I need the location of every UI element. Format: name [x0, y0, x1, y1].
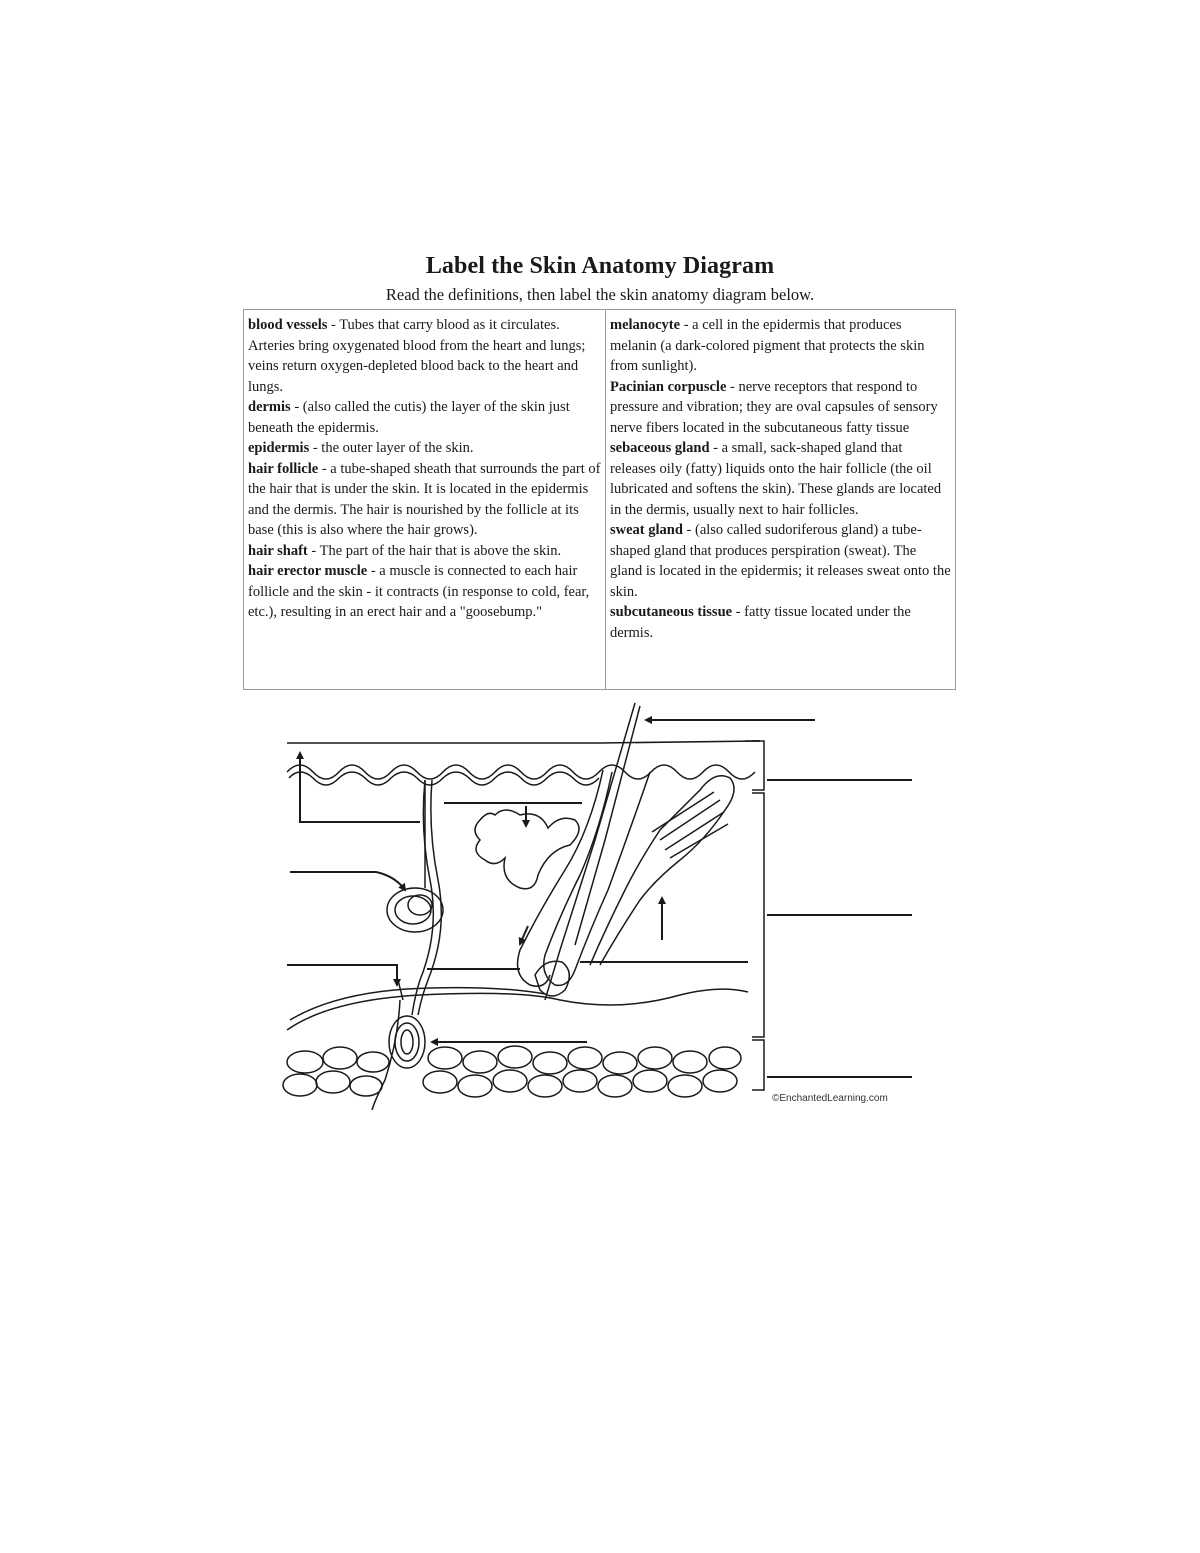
definition-text: - a small, sack-shaped gland that releases oily (fatty) liquids onto the hair follicle (the oil lubricated and softens the skin). These glands are located in the dermis, usually next to hair follicles. — [610, 440, 942, 518]
definition-text: - (also called sudoriferous gland) a tube-shaped gland that produces perspiration (sweat). The gland is located in the epidermis; it releases sweat onto the skin. — [610, 522, 951, 600]
definition-term: subcutaneous tissue — [610, 604, 733, 620]
copyright-credit: ©EnchantedLearning.com — [772, 1093, 888, 1104]
subcutaneous-fat-cells — [283, 1046, 741, 1097]
definition-term: blood vessels — [248, 317, 328, 333]
definition-text: - (also called the cutis) the layer of the skin just beneath the epidermis. — [248, 399, 570, 436]
definition-text: - a cell in the epidermis that produces melanin (a dark-colored pigment that protects the skin from sunlight). — [610, 317, 925, 374]
subcutaneous-bracket — [752, 1040, 764, 1090]
definition-text: - nerve receptors that respond to pressure and vibration; they are oval capsules of sensory nerve fibers located in the subcutaneous fatty tissue — [610, 378, 938, 436]
definition-text: - a tube-shaped sheath that surrounds the part of the hair that is under the skin. It is located in the epidermis and the dermis. The hair is nourished by the follicle at its base (this is also where the hair grows). — [248, 460, 601, 538]
page-title: Label the Skin Anatomy Diagram — [425, 253, 775, 279]
definition-term: hair follicle — [248, 460, 319, 477]
definition-term: sebaceous gland — [610, 440, 710, 456]
definition-text: - The part of the hair that is above the skin. — [307, 542, 562, 559]
dermis-bracket — [752, 793, 764, 1037]
sweat-gland-coil-inner-2 — [408, 895, 432, 915]
skin-surface-line — [287, 741, 760, 743]
muscle-fibers — [652, 792, 728, 858]
definition-term: sweat gland — [610, 522, 683, 538]
definition-term: epidermis — [248, 440, 310, 456]
definition-text: - a muscle is connected to each hair follicle and the skin - it contracts (in response to cold, fear, etc.), resulting in an erect hair and a "goosebump." — [248, 563, 590, 620]
sweat-gland-coil-inner — [395, 896, 431, 924]
label-line-sweat-gland — [290, 872, 405, 890]
pacinian-corpuscle-ring-2 — [401, 1030, 413, 1054]
definition-term: hair erector muscle — [248, 563, 368, 579]
definition-term: dermis — [248, 399, 291, 415]
definition-term: Pacinian corpuscle — [610, 378, 727, 395]
epidermis-boundary-inner — [289, 772, 599, 785]
definition-term: hair shaft — [248, 542, 308, 559]
pacinian-corpuscle-ring — [395, 1023, 419, 1061]
definition-text: - the outer layer of the skin. — [309, 440, 474, 456]
definition-text: - fatty tissue located under the dermis. — [610, 604, 911, 641]
page-subtitle: Read the definitions, then label the skin anatomy diagram below. — [385, 285, 815, 304]
dermis-boundary-inner — [290, 988, 545, 1020]
definition-text: - Tubes that carry blood as it circulates. Arteries bring oxygenated blood from the heart and lungs; veins return oxygen-depleted blood back to the heart and lungs. — [248, 317, 586, 395]
hair-shaft-right-edge — [575, 706, 640, 945]
definition-term: melanocyte — [610, 317, 681, 333]
label-line-melanocyte — [300, 753, 420, 822]
label-line-blood-vessel — [287, 965, 397, 985]
epidermis-boundary — [287, 765, 755, 779]
epidermis-bracket — [752, 741, 764, 790]
